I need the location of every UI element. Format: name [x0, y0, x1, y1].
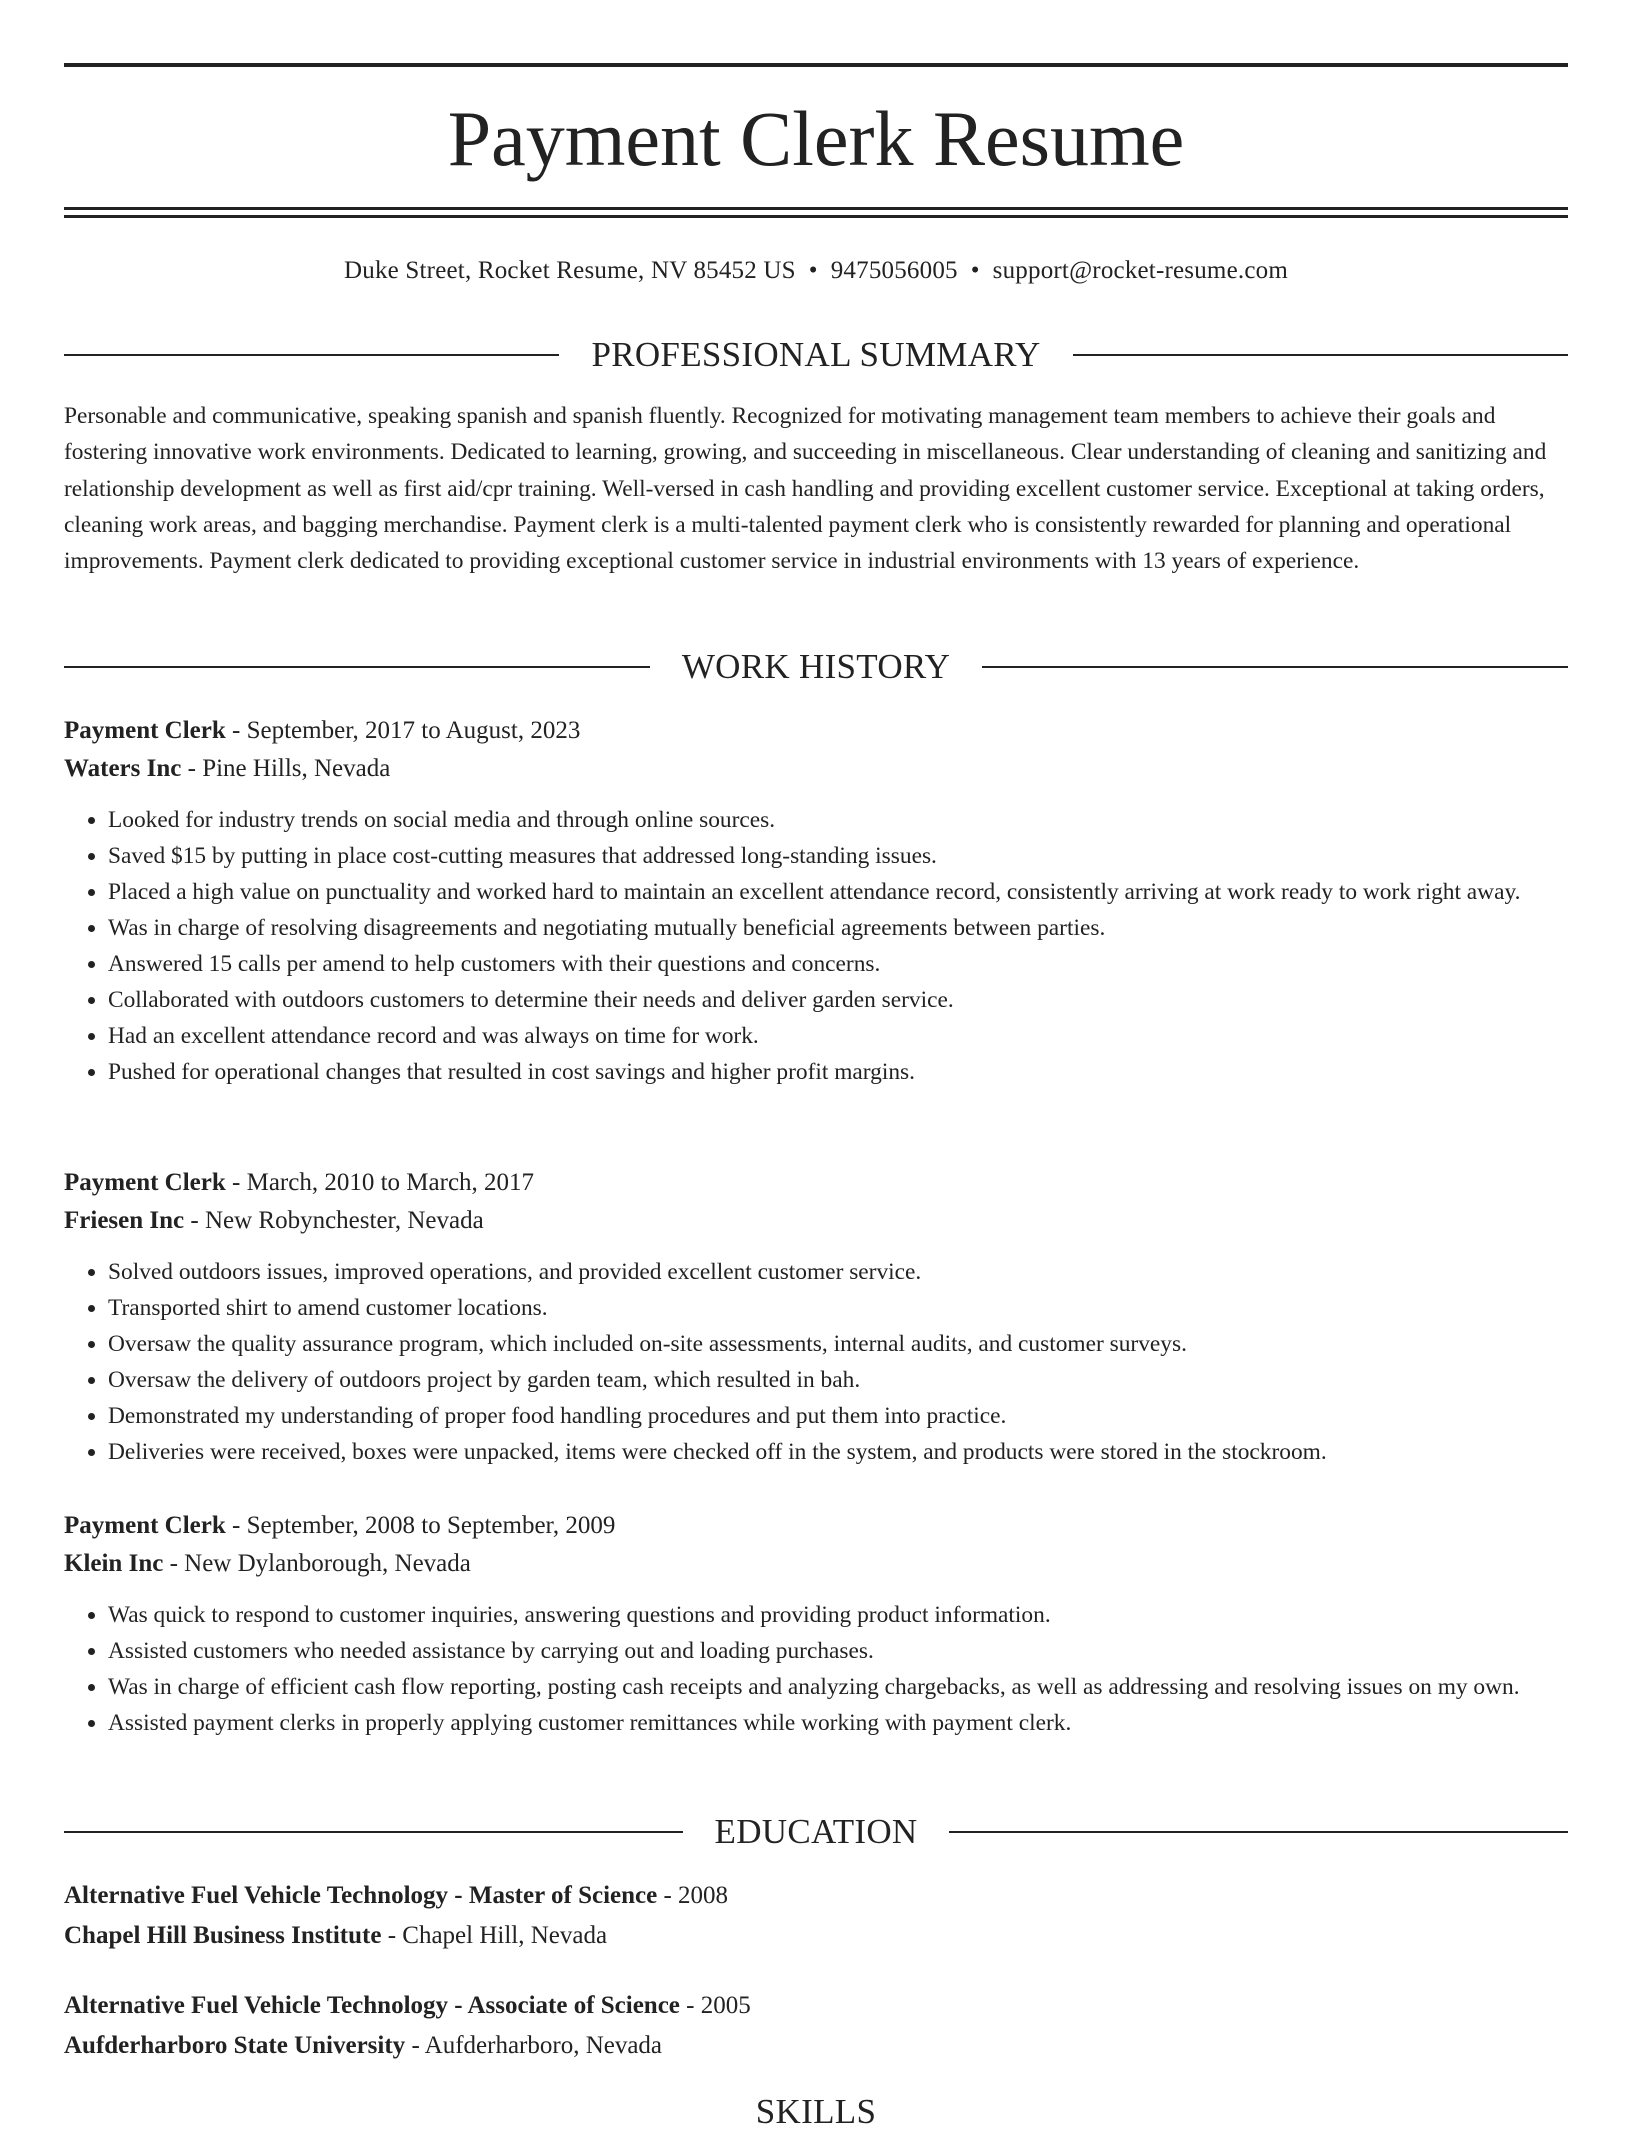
job-dates: September, 2017 to August, 2023: [246, 717, 581, 744]
job-location: New Robynchester, Nevada: [204, 1207, 484, 1234]
title-top-rule: [64, 63, 1568, 67]
job-location: New Dylanborough, Nevada: [184, 1550, 471, 1577]
title-bottom-rule-upper: [64, 207, 1568, 210]
contact-phone: 9475056005: [830, 257, 958, 284]
job-bullet: • Saved $15 by putting in place cost-cutting measures that addressed long-standing issues.: [108, 838, 1568, 874]
job-company-line: Friesen Inc - New Robynchester, Nevada: [64, 1207, 484, 1234]
education-degree: Alternative Fuel Vehicle Technology - Master of Science: [64, 1882, 658, 1909]
job-bullets: [64, 802, 1568, 1090]
education-school: Chapel Hill Business Institute: [64, 1922, 382, 1949]
job-dates: March, 2010 to March, 2017: [246, 1169, 535, 1196]
job-company-line: Klein Inc - New Dylanborough, Nevada: [64, 1550, 471, 1577]
education-school-line: Aufderharboro State University - Aufderharboro, Nevada: [64, 2032, 663, 2059]
job-title-line: Payment Clerk - September, 2008 to September, 2009: [64, 1512, 616, 1539]
education-school-line: Chapel Hill Business Institute - Chapel Hill, Nevada: [64, 1922, 608, 1949]
job-title: Payment Clerk: [64, 1512, 226, 1539]
section-rule-right: [1073, 354, 1568, 356]
job-bullets: [64, 1254, 1568, 1470]
section-title-summary: PROFESSIONAL SUMMARY: [591, 335, 1041, 374]
summary-text: Personable and communicative, speaking spanish and spanish fluently. Recognized for motivating management team members to achieve their goals and fostering innovative work environments. Dedicated to learning, growing, and succeeding in miscellaneous. Clear understanding of cleaning and sanitizing and relationship development as well as first aid/cpr training. Well-versed in cash handling and providing excellent customer service. Exceptional at taking orders, cleaning work areas, and bagging merchandise. Payment clerk is a multi-talented payment clerk who is consistently rewarded for planning and operational improvements. Payment clerk dedicated to providing exceptional customer service in industrial environments with 13 years of experience.: [64, 403, 1547, 575]
section-rule-left: [64, 1831, 683, 1833]
section-rule-right: [982, 666, 1568, 668]
education-degree-line: Alternative Fuel Vehicle Technology - Master of Science - 2008: [64, 1882, 729, 1909]
job-bullet: • Demonstrated my understanding of proper food handling procedures and put them into practice.: [108, 1398, 1568, 1434]
education-entry: [64, 1986, 1568, 2066]
resume-title: Payment Clerk Resume: [447, 95, 1185, 182]
job-company: Waters Inc: [64, 755, 182, 782]
education-location: Aufderharboro, Nevada: [424, 2032, 663, 2059]
job-entry: [64, 1164, 1568, 1470]
education-entry: [64, 1876, 1568, 1956]
job-bullet: • Oversaw the quality assurance program, which included on-site assessments, internal audits, and customer surveys.: [108, 1326, 1568, 1362]
section-header-summary: [64, 333, 1568, 377]
section-header-education: [64, 1810, 1568, 1854]
job-title-line: Payment Clerk - March, 2010 to March, 2017: [64, 1169, 535, 1196]
title-bottom-rule-lower: [64, 215, 1568, 218]
section-title-work-history: WORK HISTORY: [681, 647, 951, 686]
section-title-skills: SKILLS: [755, 2092, 877, 2131]
job-bullet: • Looked for industry trends on social media and through online sources.: [108, 802, 1568, 838]
job-bullet: • Transported shirt to amend customer locations.: [108, 1290, 1568, 1326]
education-degree: Alternative Fuel Vehicle Technology - Associate of Science: [64, 1992, 680, 2019]
job-bullet: • Had an excellent attendance record and was always on time for work.: [108, 1018, 1568, 1054]
section-rule-left: [64, 666, 650, 668]
education-year: 2005: [700, 1992, 751, 2019]
job-title: Payment Clerk: [64, 717, 226, 744]
job-bullet: • Answered 15 calls per amend to help customers with their questions and concerns.: [108, 946, 1568, 982]
education-year: 2008: [678, 1882, 729, 1909]
job-bullet: • Solved outdoors issues, improved operations, and provided excellent customer service.: [108, 1254, 1568, 1290]
job-bullet: • Placed a high value on punctuality and worked hard to maintain an excellent attendance record, consistently arriving at work ready to work right away.: [108, 874, 1568, 910]
contact-line: [64, 254, 1568, 288]
job-bullet: • Oversaw the delivery of outdoors project by garden team, which resulted in bah.: [108, 1362, 1568, 1398]
job-bullet: • Deliveries were received, boxes were unpacked, items were checked off in the system, and products were stored in the stockroom.: [108, 1434, 1568, 1470]
job-bullet: • Assisted customers who needed assistance by carrying out and loading purchases.: [108, 1633, 1568, 1669]
job-company: Friesen Inc: [64, 1207, 185, 1234]
section-header-work-history: [64, 645, 1568, 689]
job-bullet: • Was in charge of efficient cash flow reporting, posting cash receipts and analyzing chargebacks, as well as addressing and resolving issues on my own.: [108, 1669, 1568, 1705]
contact-address: Duke Street, Rocket Resume, NV 85452 US: [344, 257, 796, 284]
education-location: Chapel Hill, Nevada: [402, 1922, 608, 1949]
job-location: Pine Hills, Nevada: [202, 755, 391, 782]
job-title: Payment Clerk: [64, 1169, 226, 1196]
job-company-line: Waters Inc - Pine Hills, Nevada: [64, 755, 391, 782]
job-entry: [64, 712, 1568, 1090]
section-rule-left: [64, 354, 559, 356]
job-bullet: • Was in charge of resolving disagreements and negotiating mutually beneficial agreements between parties.: [108, 910, 1568, 946]
job-bullet: • Was quick to respond to customer inquiries, answering questions and providing product information.: [108, 1597, 1568, 1633]
contact-email: support@rocket-resume.com: [992, 257, 1288, 284]
education-school: Aufderharboro State University: [64, 2032, 406, 2059]
job-company: Klein Inc: [64, 1550, 164, 1577]
job-bullet: • Assisted payment clerks in properly applying customer remittances while working with payment clerk.: [108, 1705, 1568, 1741]
section-title-education: EDUCATION: [714, 1812, 918, 1851]
job-dates: September, 2008 to September, 2009: [246, 1512, 616, 1539]
education-degree-line: Alternative Fuel Vehicle Technology - Associate of Science - 2005: [64, 1992, 751, 2019]
section-rule-right: [949, 1831, 1568, 1833]
job-bullet: • Pushed for operational changes that resulted in cost savings and higher profit margins.: [108, 1054, 1568, 1090]
job-entry: [64, 1507, 1568, 1741]
job-title-line: Payment Clerk - September, 2017 to August, 2023: [64, 717, 581, 744]
job-bullet: • Collaborated with outdoors customers to determine their needs and deliver garden service.: [108, 982, 1568, 1018]
contact-separator: •: [808, 257, 818, 284]
job-bullets: [64, 1597, 1568, 1741]
section-header-skills: [64, 2090, 1568, 2134]
contact-separator: •: [970, 257, 980, 284]
